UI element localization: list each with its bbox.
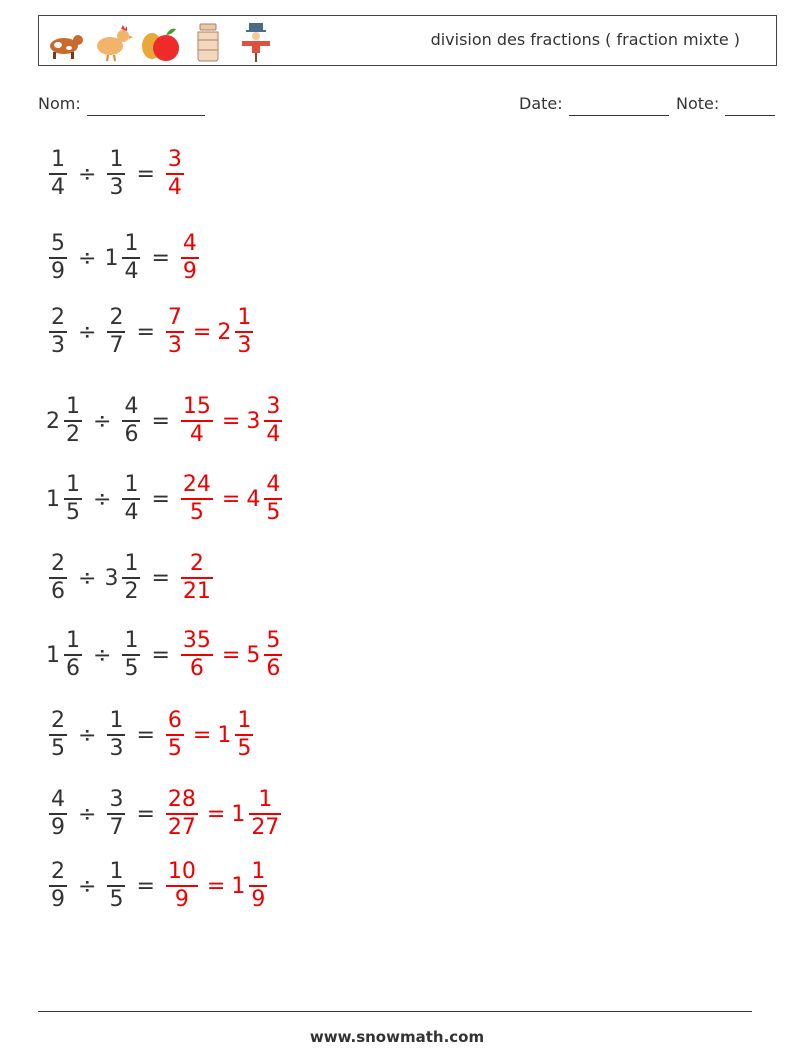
operand-a-fraction [49,787,67,841]
equals-sign: = [151,245,170,271]
operand-b-denominator: 5 [124,655,139,681]
problem-row [46,546,216,610]
equals-sign: = [136,873,155,899]
operand-b-fraction [107,859,125,913]
equals-sign: = [136,319,155,345]
answer-mixed-denominator: 9 [251,886,266,912]
answer-fraction [166,708,184,762]
operand-a-numerator: 4 [51,787,65,813]
answer-mixed-whole: 1 [231,801,246,827]
operand-b-fraction [122,551,140,605]
answer [163,859,270,913]
operand-a-fraction [64,472,82,526]
answer-mixed-fraction [235,305,253,359]
operand-b-fraction [107,305,125,359]
equals-sign: = [136,161,155,187]
operand-b-whole: 3 [104,565,119,591]
operand-a-denominator: 3 [51,332,65,358]
answer [163,708,256,762]
answer-mixed-whole: 4 [246,486,261,512]
operand-a-denominator: 5 [66,499,80,525]
operand-a-numerator: 5 [51,231,65,257]
answer-numerator: 24 [182,472,211,498]
answer-mixed-denominator: 5 [237,735,252,761]
answer-mixed-fraction [264,472,282,526]
name-label: Nom: [38,94,81,113]
answer-denominator: 21 [182,578,211,604]
operand-b-denominator: 4 [124,499,139,525]
operand-a-denominator: 6 [66,655,80,681]
answer-mixed-numerator: 3 [266,394,281,420]
operand-a-denominator: 6 [51,578,65,604]
hen-icon [90,20,134,64]
operand-a-denominator: 9 [51,886,65,912]
problem-row [46,300,256,364]
answer [178,394,285,448]
operand-b-fraction [122,231,140,285]
divide-sign: ÷ [93,486,112,512]
answer-equals-sign: = [221,486,241,512]
operand-a-numerator: 1 [66,628,80,654]
problem-row [46,467,285,531]
answer-denominator: 5 [189,499,204,525]
equals-sign: = [151,486,170,512]
operand-a-fraction [49,147,67,201]
answer-equals-sign: = [192,722,212,748]
operand-a-numerator: 2 [51,551,65,577]
answer [163,787,284,841]
operand-a-whole: 1 [46,486,60,512]
operand-a-whole: 2 [46,408,60,434]
divide-sign: ÷ [78,801,97,827]
answer-mixed-denominator: 3 [237,332,252,358]
divide-sign: ÷ [78,245,97,271]
operand-b-fraction [107,708,125,762]
operand-b-denominator: 3 [109,174,124,200]
operand-a-denominator: 9 [51,258,65,284]
answer-fraction [181,628,213,682]
answer-numerator: 3 [167,147,182,173]
answer-mixed-denominator: 6 [266,655,281,681]
operand-a-numerator: 1 [66,394,80,420]
answer-equals-sign: = [206,801,226,827]
answer-mixed-whole: 1 [231,873,246,899]
divide-sign: ÷ [78,161,97,187]
note-label: Note: [676,94,720,113]
scarecrow-icon [234,20,278,64]
answer-mixed-fraction [264,628,282,682]
operand-a-denominator: 5 [51,735,65,761]
operand-a-fraction [49,231,67,285]
answer-fraction [166,787,198,841]
answer-equals-sign: = [206,873,226,899]
answer-numerator: 4 [182,231,197,257]
operand-b-numerator: 1 [124,551,139,577]
problem-row [46,854,270,918]
answer-numerator: 28 [167,787,196,813]
answer-numerator: 10 [167,859,196,885]
equals-sign: = [151,642,170,668]
operand-a-fraction [64,628,82,682]
operand-b-numerator: 4 [124,394,139,420]
answer-mixed-numerator: 1 [258,787,273,813]
answer-fraction [181,472,213,526]
answer-fraction [181,231,199,285]
answer-denominator: 9 [182,258,197,284]
problem-row [46,782,284,846]
problem-row [46,389,285,453]
answer-mixed-fraction [264,394,282,448]
answer-fraction [166,147,184,201]
header-box [38,15,777,66]
answer-denominator: 6 [189,655,204,681]
answer-denominator: 4 [189,421,204,447]
operand-b-fraction [107,787,125,841]
answer-fraction [181,551,213,605]
answer-equals-sign: = [221,408,241,434]
jug-icon [186,20,230,64]
answer-fraction [166,859,198,913]
operand-b-numerator: 1 [124,472,139,498]
date-label: Date: [519,94,563,113]
answer-mixed-whole: 5 [246,642,261,668]
answer-mixed-numerator: 1 [237,305,252,331]
operand-a-fraction [49,305,67,359]
answer-numerator: 15 [182,394,211,420]
answer [178,551,216,605]
equals-sign: = [151,408,170,434]
answer-mixed-denominator: 27 [251,814,280,840]
answer-numerator: 2 [189,551,204,577]
divide-sign: ÷ [78,722,97,748]
answer-mixed-numerator: 5 [266,628,281,654]
operand-b-fraction [107,147,125,201]
problem-row [46,142,187,206]
operand-a-numerator: 2 [51,708,65,734]
operand-b-denominator: 5 [109,886,124,912]
operand-a-numerator: 2 [51,305,65,331]
answer-equals-sign: = [221,642,241,668]
operand-b-denominator: 6 [124,421,139,447]
answer-denominator: 4 [167,174,182,200]
answer-mixed-whole: 2 [217,319,232,345]
operand-b-fraction [122,394,140,448]
divide-sign: ÷ [93,642,112,668]
operand-a-numerator: 1 [51,147,65,173]
answer-mixed-denominator: 5 [266,499,281,525]
equals-sign: = [136,722,155,748]
operand-b-denominator: 3 [109,735,124,761]
answer-mixed-numerator: 1 [251,859,266,885]
operand-a-numerator: 1 [66,472,80,498]
answer [178,628,285,682]
answer-fraction [166,305,184,359]
operand-b-numerator: 1 [109,147,124,173]
equals-sign: = [151,565,170,591]
operand-a-fraction [49,708,67,762]
footer-divider [38,1011,752,1012]
answer-mixed-numerator: 1 [237,708,252,734]
icon-strip [42,20,278,64]
operand-b-denominator: 7 [109,814,124,840]
name-line[interactable] [87,96,205,116]
operand-a-whole: 1 [46,642,60,668]
problem-row [46,703,256,767]
answer-mixed-fraction [249,859,267,913]
page-title: division des fractions ( fraction mixte ) [430,30,740,49]
answer-denominator: 27 [167,814,196,840]
name-field [38,94,205,116]
operand-a-numerator: 2 [51,859,65,885]
operand-b-fraction [122,472,140,526]
operand-b-numerator: 1 [109,859,124,885]
operand-b-fraction [122,628,140,682]
operand-b-numerator: 2 [109,305,124,331]
note-line[interactable] [725,96,775,116]
answer-numerator: 35 [182,628,211,654]
date-field [519,94,669,116]
answer-mixed-fraction [249,787,281,841]
footer-url: www.snowmath.com [309,1028,485,1046]
problem-row [46,623,285,687]
answer-mixed-numerator: 4 [266,472,281,498]
operand-b-numerator: 1 [124,231,139,257]
divide-sign: ÷ [78,873,97,899]
equals-sign: = [136,801,155,827]
answer-fraction [181,394,213,448]
divide-sign: ÷ [78,319,97,345]
operand-a-fraction [64,394,82,448]
problem-row [46,226,202,290]
operand-a-denominator: 9 [51,814,65,840]
answer-mixed-fraction [235,708,253,762]
operand-b-numerator: 1 [124,628,139,654]
date-line[interactable] [569,96,669,116]
answer-numerator: 6 [167,708,182,734]
answer-denominator: 3 [167,332,182,358]
answer-denominator: 9 [174,886,189,912]
answer [178,231,202,285]
answer [178,472,285,526]
answer [163,147,187,201]
operand-b-numerator: 3 [109,787,124,813]
operand-b-denominator: 7 [109,332,124,358]
answer-mixed-whole: 1 [217,722,232,748]
operand-b-numerator: 1 [109,708,124,734]
operand-b-denominator: 4 [124,258,139,284]
answer [163,305,256,359]
divide-sign: ÷ [93,408,112,434]
answer-equals-sign: = [192,319,212,345]
fruits-icon [138,20,182,64]
operand-a-denominator: 4 [51,174,65,200]
operand-a-fraction [49,859,67,913]
divide-sign: ÷ [78,565,97,591]
operand-a-fraction [49,551,67,605]
answer-mixed-whole: 3 [246,408,261,434]
answer-denominator: 5 [167,735,182,761]
note-field [676,94,775,116]
cow-icon [42,20,86,64]
operand-a-denominator: 2 [66,421,80,447]
operand-b-denominator: 2 [124,578,139,604]
answer-numerator: 7 [167,305,182,331]
answer-mixed-denominator: 4 [266,421,281,447]
operand-b-whole: 1 [104,245,119,271]
